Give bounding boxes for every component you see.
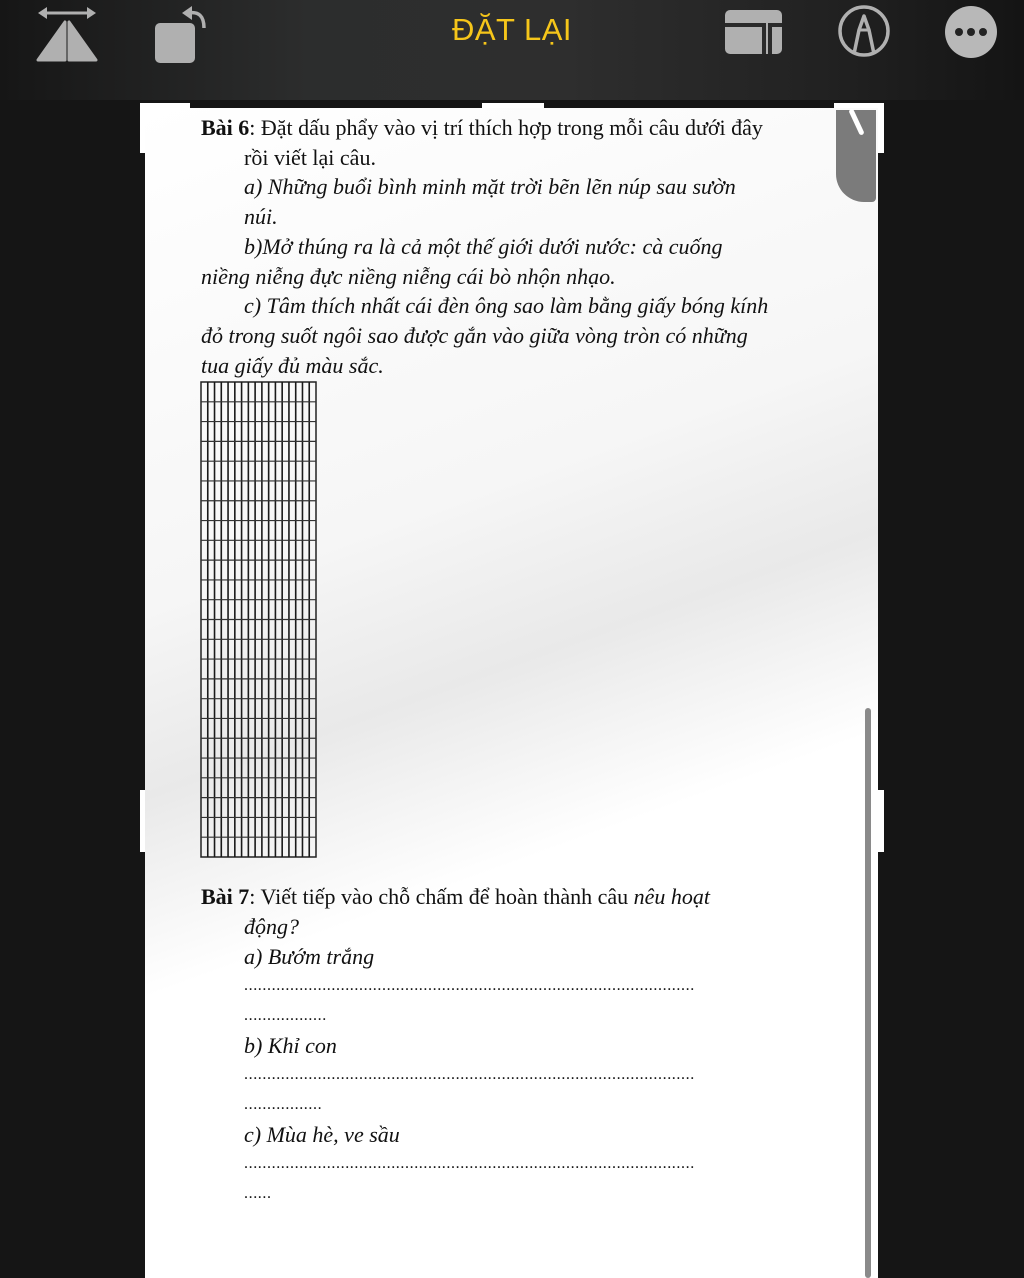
exercise-6-heading — [201, 113, 763, 143]
writing-grid — [200, 381, 318, 859]
exercise-6-c-line1: c) Tâm thích nhất cái đèn ông sao làm bằng giấy bóng kính — [244, 293, 769, 318]
answer-line-a-cont[interactable]: .................. — [244, 1007, 327, 1024]
exercise-7-prompt-cont: động? — [244, 914, 299, 939]
answer-line-b-cont[interactable]: ................. — [244, 1096, 323, 1113]
answer-line-a[interactable]: .................................................................................................. — [244, 977, 695, 994]
exercise-7-heading — [201, 882, 710, 912]
exercise-6-b-line2: niềng niễng đực niềng niễng cái bò nhộn nhạo. — [201, 264, 616, 289]
exercise-6-label: Bài 6 — [201, 115, 250, 140]
exercise-7-a-label: a) Bướm trắng — [244, 944, 375, 969]
exercise-6-prompt: : Đặt dấu phẩy vào vị trí thích hợp trong mỗi câu dưới đây — [249, 115, 763, 140]
toolbar — [0, 0, 1024, 100]
exercise-7-label: Bài 7 — [201, 884, 250, 909]
exercise-7-prompt-italic: nêu hoạt — [633, 884, 711, 909]
answer-line-c[interactable]: .................................................................................................. — [244, 1155, 695, 1172]
exercise-7-b-label: b) Khỉ con — [244, 1033, 337, 1058]
exercise-6-a-line1: a) Những buổi bình minh mặt trời bẽn lẽn núp sau sườn — [244, 174, 736, 199]
exercise-6-c-line3: tua giấy đủ màu sắc. — [201, 353, 384, 378]
exercise-6-c-line2: đỏ trong suốt ngôi sao được gắn vào giữa vòng tròn có những — [201, 323, 748, 348]
exercise-7-prompt: : Viết tiếp vào chỗ chấm để hoàn thành câu — [249, 884, 634, 909]
more-options-icon — [944, 5, 998, 59]
aspect-ratio-icon — [724, 9, 784, 55]
markup-pen-icon — [837, 4, 891, 58]
answer-line-b[interactable]: .................................................................................................. — [244, 1066, 695, 1083]
exercise-6-prompt-cont: rồi viết lại câu. — [244, 145, 376, 170]
page-curl-corner[interactable] — [836, 110, 876, 202]
more-options-button[interactable] — [944, 5, 998, 59]
aspect-ratio-button[interactable] — [724, 9, 784, 55]
answer-line-c-cont[interactable]: ...... — [244, 1185, 272, 1202]
exercise-6-b-line1: b)Mở thúng ra là cả một thế giới dưới nước: cà cuống — [244, 234, 723, 259]
markup-button[interactable] — [837, 4, 891, 58]
exercise-7-c-label: c) Mùa hè, ve sầu — [244, 1122, 400, 1147]
vertical-scrollbar[interactable] — [865, 708, 871, 1278]
reset-button[interactable]: ĐẶT LẠI — [451, 12, 573, 47]
exercise-6-a-line2: núi. — [244, 204, 278, 229]
